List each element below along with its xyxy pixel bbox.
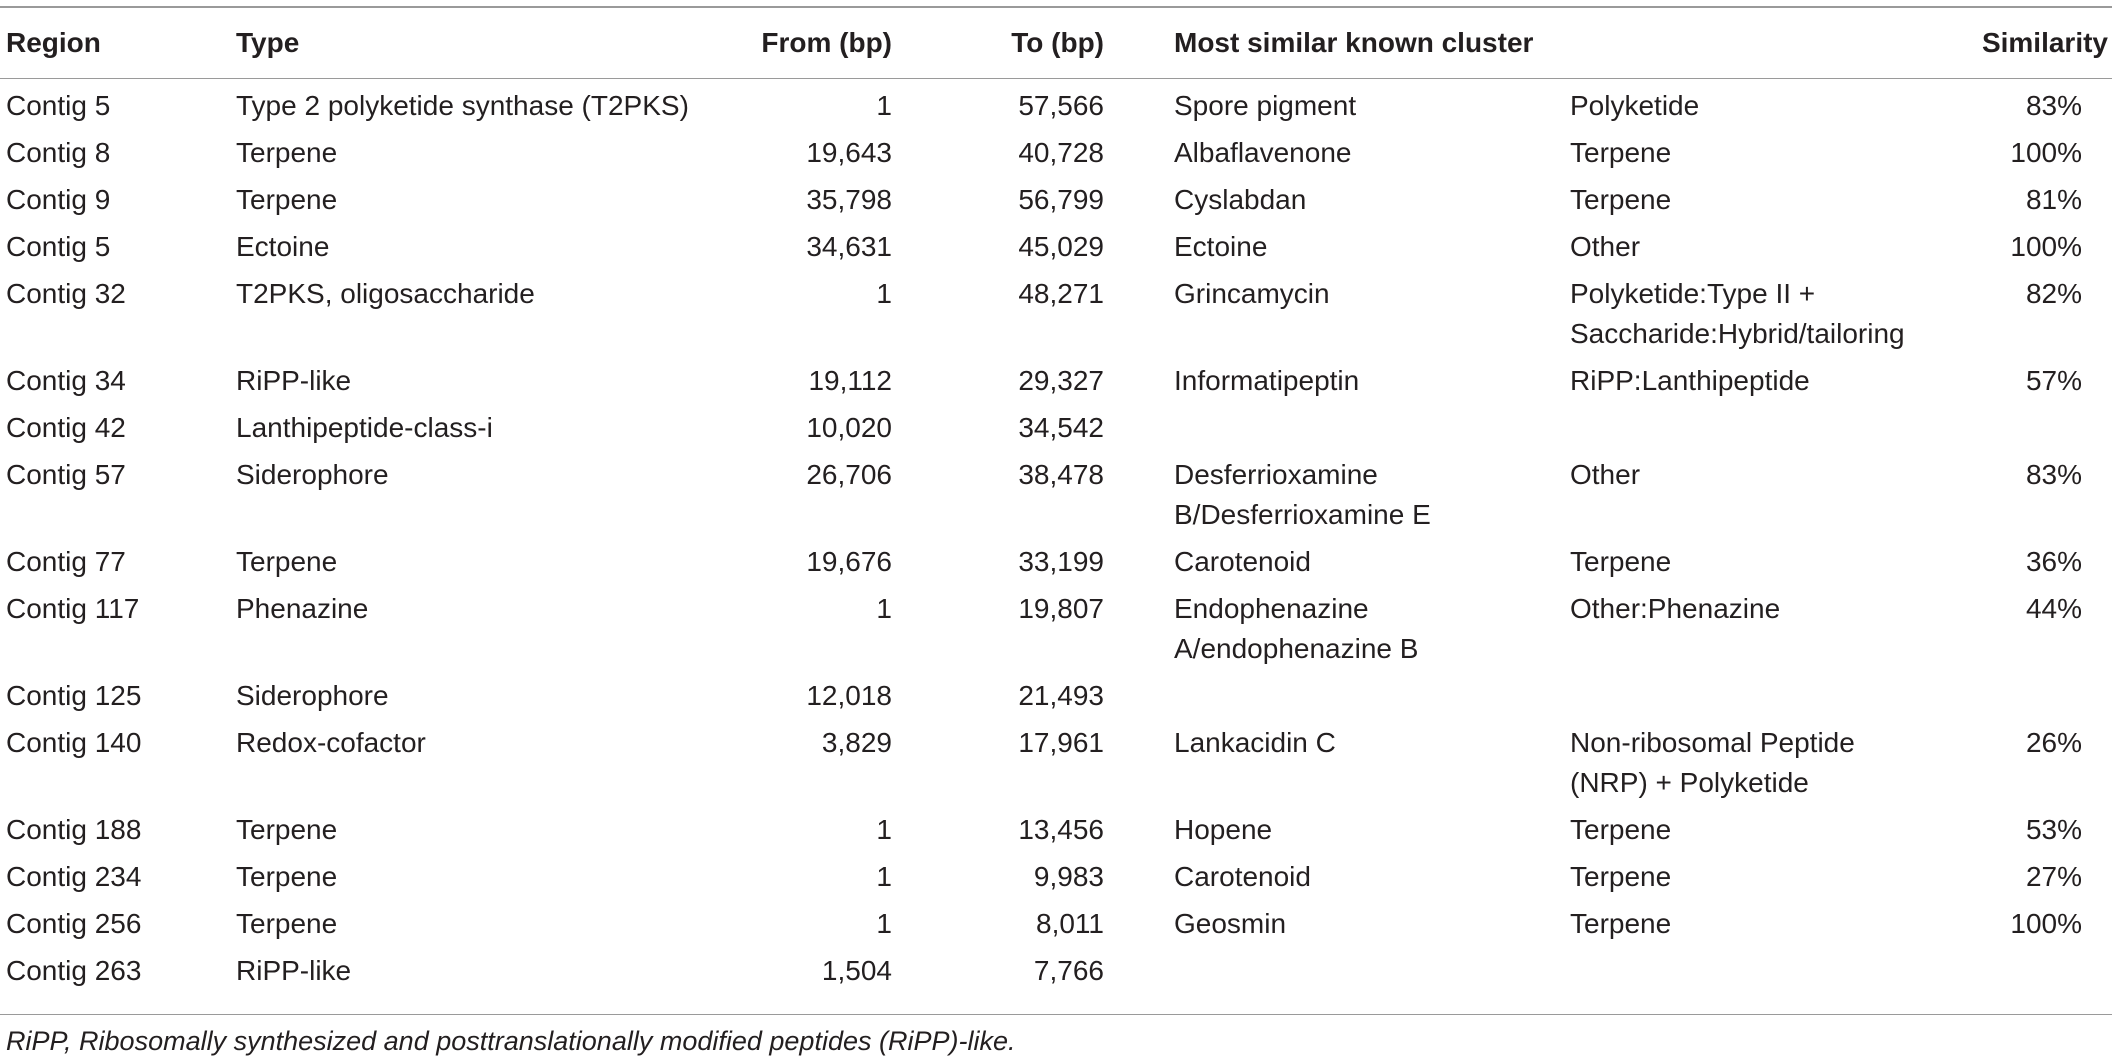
cell-region: Contig 117: [6, 593, 140, 624]
cell-cluster-type: Non-ribosomal Peptide (NRP) + Polyketide: [1570, 727, 1855, 798]
cell-type: Terpene: [236, 137, 338, 168]
cell-cluster-type: Terpene: [1570, 137, 1672, 168]
cell-cluster-type: Polyketide: [1570, 90, 1700, 121]
cell-from: 26,706: [806, 459, 892, 490]
cell-cluster: Ectoine: [1174, 231, 1268, 262]
cell-region: Contig 42: [6, 412, 126, 443]
cell-type: Phenazine: [236, 593, 369, 624]
cell-cluster: Endophenazine A/endophenazine B: [1174, 593, 1419, 664]
table-row: [0, 676, 2112, 723]
cell-to: 57,566: [1018, 90, 1104, 121]
table-row: [0, 227, 2112, 274]
table-row: [0, 133, 2112, 180]
table-header-row: [0, 8, 2112, 78]
cell-region: Contig 34: [6, 365, 126, 396]
cell-to: 33,199: [1018, 546, 1104, 577]
cell-type: Siderophore: [236, 680, 389, 711]
cell-similarity: 83%: [2025, 90, 2082, 121]
cell-region: Contig 256: [6, 908, 142, 939]
cell-to: 9,983: [1033, 861, 1104, 892]
cell-cluster-type: Other: [1570, 231, 1641, 262]
table-row: [0, 361, 2112, 408]
cell-cluster: Geosmin: [1174, 908, 1287, 939]
table-row: [0, 455, 2112, 542]
cell-cluster-type: Terpene: [1570, 814, 1672, 845]
cell-type: Terpene: [236, 908, 338, 939]
table-row: [0, 408, 2112, 455]
cell-region: Contig 5: [6, 231, 111, 262]
cell-cluster: [1116, 951, 1570, 998]
cell-cluster-type: Terpene: [1570, 546, 1672, 577]
cell-region: Contig 234: [6, 861, 142, 892]
cell-from: 19,112: [808, 365, 892, 396]
cell-cluster: Desferrioxamine B/Desferrioxamine E: [1174, 459, 1431, 530]
cell-region: Contig 5: [6, 90, 111, 121]
cell-region: Contig 125: [6, 680, 142, 711]
cell-to: 48,271: [1018, 278, 1104, 309]
cell-to: 7,766: [1033, 955, 1104, 986]
table-row: [0, 857, 2112, 904]
table-row: [0, 78, 2112, 133]
cell-region: Contig 57: [6, 459, 126, 490]
cell-to: 17,961: [1018, 727, 1104, 758]
cell-from: 12,018: [806, 680, 892, 711]
header-region: Region: [6, 27, 101, 58]
cell-from: 1: [876, 814, 892, 845]
cell-cluster-type: Terpene: [1570, 861, 1672, 892]
cell-cluster-type: Terpene: [1570, 184, 1672, 215]
cell-cluster: Carotenoid: [1174, 861, 1311, 892]
cell-similarity: [1916, 408, 2112, 455]
cell-from: 10,020: [806, 412, 892, 443]
cell-cluster: [1116, 408, 1570, 455]
cell-to: 13,456: [1018, 814, 1104, 845]
cell-cluster-type: RiPP:Lanthipeptide: [1570, 365, 1810, 396]
cell-region: Contig 8: [6, 137, 111, 168]
cell-similarity: [1916, 676, 2112, 723]
table-row: [0, 810, 2112, 857]
cell-region: Contig 140: [6, 727, 142, 758]
cell-similarity: 100%: [2010, 908, 2082, 939]
cell-similarity: 57%: [2025, 365, 2082, 396]
table-row: [0, 589, 2112, 676]
cell-type: Lanthipeptide-class-i: [236, 412, 493, 443]
cell-cluster: Lankacidin C: [1174, 727, 1336, 758]
cell-similarity: 36%: [2025, 546, 2082, 577]
cell-similarity: 26%: [2025, 727, 2082, 758]
cell-type: Siderophore: [236, 459, 389, 490]
cell-similarity: 53%: [2025, 814, 2082, 845]
cell-type: Type 2 polyketide synthase (T2PKS): [236, 90, 689, 121]
cell-from: 3,829: [821, 727, 892, 758]
header-cluster: Most similar known cluster: [1174, 27, 1534, 58]
table-row: [0, 904, 2112, 951]
cell-type: Terpene: [236, 861, 338, 892]
cell-type: Ectoine: [236, 231, 330, 262]
cell-region: Contig 32: [6, 278, 126, 309]
cell-region: Contig 77: [6, 546, 126, 577]
table-bottom-rule: [0, 1014, 2112, 1015]
cell-to: 21,493: [1018, 680, 1104, 711]
cell-cluster-type: Polyketide:Type II + Saccharide:Hybrid/tailoring: [1570, 278, 1905, 349]
cell-cluster: [1116, 676, 1570, 723]
header-cluster-type: [1570, 8, 1916, 78]
header-from: From (bp): [761, 27, 892, 58]
cell-similarity: 44%: [2025, 593, 2082, 624]
table-footnote: RiPP, Ribosomally synthesized and posttranslationally modified peptides (RiPP)-like.: [6, 1026, 1016, 1056]
table-row: [0, 542, 2112, 589]
cell-cluster: Cyslabdan: [1174, 184, 1307, 215]
cell-region: Contig 9: [6, 184, 111, 215]
cell-to: 40,728: [1018, 137, 1104, 168]
cell-similarity: 83%: [2025, 459, 2082, 490]
cell-similarity: 27%: [2025, 861, 2082, 892]
cell-type: RiPP-like: [236, 955, 352, 986]
cell-from: 35,798: [806, 184, 892, 215]
cell-cluster-type: Other:Phenazine: [1570, 593, 1781, 624]
cell-to: 8,011: [1036, 908, 1104, 939]
cell-to: 45,029: [1018, 231, 1104, 262]
cell-from: 1,504: [821, 955, 892, 986]
cell-type: Terpene: [236, 814, 338, 845]
cell-cluster: Carotenoid: [1174, 546, 1311, 577]
cell-similarity: 100%: [2010, 231, 2082, 262]
cell-similarity: 100%: [2010, 137, 2082, 168]
cell-cluster: Grincamycin: [1174, 278, 1330, 309]
cell-similarity: 82%: [2025, 278, 2082, 309]
cell-from: 34,631: [806, 231, 892, 262]
cell-cluster-type: [1570, 408, 1916, 455]
cell-type: T2PKS, oligosaccharide: [236, 278, 535, 309]
cell-to: 19,807: [1018, 593, 1104, 624]
cell-to: 56,799: [1018, 184, 1104, 215]
cell-from: 1: [876, 90, 892, 121]
cell-cluster: Hopene: [1174, 814, 1273, 845]
cell-from: 1: [876, 908, 892, 939]
cell-type: Terpene: [236, 184, 338, 215]
cell-cluster-type: [1570, 676, 1916, 723]
bgc-table: [0, 8, 2112, 998]
cell-from: 1: [876, 861, 892, 892]
cell-cluster: Albaflavenone: [1174, 137, 1352, 168]
cell-cluster-type: Terpene: [1570, 908, 1672, 939]
cell-from: 19,643: [806, 137, 892, 168]
cell-from: 1: [876, 278, 892, 309]
table-row: [0, 274, 2112, 361]
cell-type: Terpene: [236, 546, 338, 577]
cell-to: 38,478: [1018, 459, 1104, 490]
cell-to: 34,542: [1018, 412, 1104, 443]
table-row: [0, 723, 2112, 810]
cell-type: RiPP-like: [236, 365, 352, 396]
cell-from: 1: [876, 593, 892, 624]
cell-cluster-type: Other: [1570, 459, 1641, 490]
cell-cluster: Informatipeptin: [1174, 365, 1360, 396]
header-similarity: Similarity: [1981, 27, 2108, 58]
cell-to: 29,327: [1018, 365, 1104, 396]
table-row: [0, 951, 2112, 998]
cell-type: Redox-cofactor: [236, 727, 426, 758]
cell-similarity: [1916, 951, 2112, 998]
cell-cluster: Spore pigment: [1174, 90, 1357, 121]
cell-region: Contig 188: [6, 814, 142, 845]
cell-similarity: 81%: [2025, 184, 2082, 215]
header-type: Type: [236, 27, 300, 58]
table-row: [0, 180, 2112, 227]
cell-from: 19,676: [806, 546, 892, 577]
cell-region: Contig 263: [6, 955, 142, 986]
header-to: To (bp): [1011, 27, 1104, 58]
cell-cluster-type: [1570, 951, 1916, 998]
